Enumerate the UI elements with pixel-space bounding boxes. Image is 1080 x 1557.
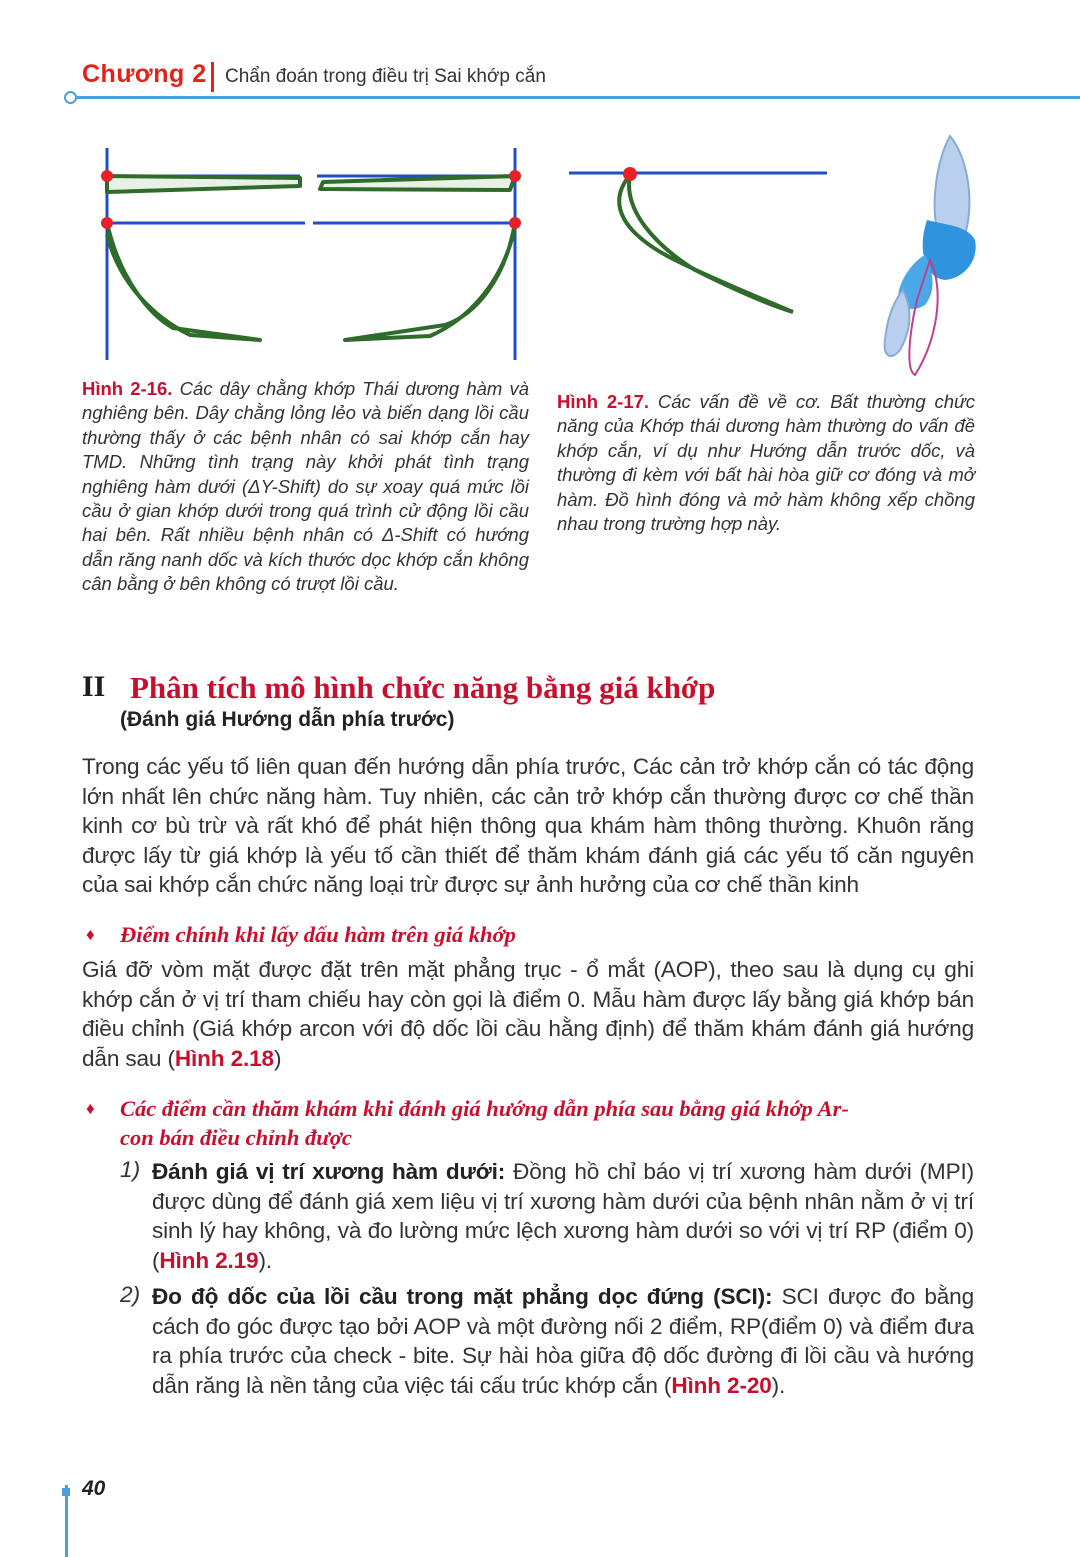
list-item-tail: ). bbox=[771, 1372, 786, 1398]
chapter-title: Chẩn đoán trong điều trị Sai khớp cắn bbox=[225, 66, 546, 87]
section-title: Phân tích mô hình chức năng bằng giá khớp bbox=[130, 670, 716, 705]
impression-tail: ) bbox=[273, 1045, 282, 1071]
list-item-text: SCI được đo bằng cách đo góc được tạo bởi AOP và một đường nối 2 điểm, RP(điểm 0) và điểm đưa ra phía trước của check - bite. Sự hài hòa giữa độ dốc đường đi lồi cầu và hướng dẫn răng là nền tảng của việc tái cấu trúc khớp cắn ( bbox=[152, 1284, 974, 1398]
figure-2-16-ligament-diagram bbox=[95, 140, 535, 370]
section-intro-paragraph: Trong các yếu tố liên quan đến hướng dẫn phía trước, Các cản trở khớp cắn có tác động lớn nhất lên chức năng hàm. Tuy nhiên, các cản trở khớp cắn thường được cơ chế thần kinh cơ bù trừ và rất khó để phát hiện thông qua khám hàm thông thường. Khuôn răng được lấy từ giá khớp là yếu tố cần thiết để thăm khám đánh giá các yếu tố căn nguyên của sai khớp cắn chức năng loại trừ được sự ảnh hưởng của cơ chế thần kinh bbox=[82, 754, 974, 897]
figure-ref-2-19[interactable]: Hình 2.19 bbox=[159, 1247, 259, 1273]
bullet-heading-line2: con bán điều chỉnh được bbox=[120, 1125, 352, 1150]
header-rule-dot bbox=[64, 91, 77, 104]
header-separator bbox=[211, 62, 214, 92]
header-rule bbox=[74, 96, 1080, 99]
figure-2-17-label: Hình 2-17. bbox=[557, 391, 650, 412]
list-item-text: Đồng hồ chỉ báo vị trí xương hàm dưới (MPI) được dùng để đánh giá xem liệu vị trí xương hàm dưới của bệnh nhân nằm ở vị trí sinh lý hay không, và đo lường mức lệch xương hàm dưới so với vị trí RP (điểm 0) ( bbox=[152, 1159, 975, 1273]
figure-2-16-caption-text: Các dây chằng khớp Thái dương hàm và nghiêng bên. Dây chằng lỏng lẻo và biến dạng lồi cầu thường thấy ở các bệnh nhân có sai khớp cắn hay TMD. Những tình trạng này khởi phát tình trạng nghiêng hàm dưới (ΔY-Shift) do sự xoay quá mức lồi cầu ở gian khớp dưới trong quá trình cử động lồi cầu hai bên. Rất nhiều bệnh nhân có Δ-Shift có hướng dẫn răng nanh dốc và kích thước dọc khớp cắn không cân bằng ở bên không có trượt lồi cầu. bbox=[82, 378, 530, 595]
list-item-tail: ). bbox=[258, 1247, 272, 1273]
bullet-heading-impression: Điểm chính khi lấy dấu hàm trên giá khớp bbox=[120, 922, 516, 947]
list-item-number: 1) bbox=[120, 1157, 141, 1182]
chapter-label: Chương 2 bbox=[82, 60, 207, 88]
figure-2-16-caption bbox=[82, 377, 529, 597]
impression-paragraph bbox=[82, 955, 974, 1073]
list-item bbox=[152, 1157, 974, 1275]
figure-ref-2-20[interactable]: Hình 2-20 bbox=[671, 1372, 772, 1398]
figure-2-17-caption bbox=[557, 390, 975, 536]
figure-ref-2-18[interactable]: Hình 2.18 bbox=[174, 1045, 274, 1071]
list-item bbox=[152, 1282, 974, 1400]
impression-text: Giá đỡ vòm mặt được đặt trên mặt phẳng trục - ổ mắt (AOP), theo sau là dụng cụ ghi khớp cắn ở vị trí tham chiếu hay còn gọi là điểm 0. Mẫu hàm được lấy bằng giá khớp bán điều chỉnh (Giá khớp arcon với độ dốc lồi cầu hằng định) để thăm khám đánh giá hướng dẫn sau ( bbox=[82, 957, 974, 1071]
figure-2-16-label: Hình 2-16. bbox=[82, 378, 173, 399]
bullet-diamond-icon: ♦ bbox=[86, 1099, 95, 1118]
section-subtitle: (Đánh giá Hướng dẫn phía trước) bbox=[120, 708, 455, 731]
list-item-number: 2) bbox=[120, 1282, 141, 1307]
page-number: 40 bbox=[82, 1477, 106, 1500]
page-number-marker bbox=[62, 1488, 70, 1496]
figure-2-17-muscle-diagram bbox=[565, 130, 985, 380]
bullet-diamond-icon: ♦ bbox=[86, 925, 95, 944]
figure-2-17-caption-text: Các vấn đề về cơ. Bất thường chức năng của Khớp thái dương hàm thường do vấn đề khớp cắn, ví dụ như Hướng dẫn trước dốc, và thường đi kèm với bất hài hòa giữ cơ đóng và mở hàm. Đồ hình đóng và mở hàm không xếp chồng nhau trong trường hợp này. bbox=[557, 391, 975, 535]
list-item-title: Đánh giá vị trí xương hàm dưới: bbox=[152, 1159, 506, 1184]
tooth-condyle-illustration bbox=[885, 136, 976, 375]
list-item-title: Đo độ dốc của lồi cầu trong mặt phẳng dọc đứng (SCI): bbox=[152, 1284, 773, 1309]
bullet-heading-articulator-points bbox=[120, 1094, 980, 1152]
section-number: II bbox=[82, 670, 106, 703]
bullet-heading-line1: Các điểm cần thăm khám khi đánh giá hướng dẫn phía sau bằng giá khớp Ar- bbox=[120, 1096, 849, 1121]
